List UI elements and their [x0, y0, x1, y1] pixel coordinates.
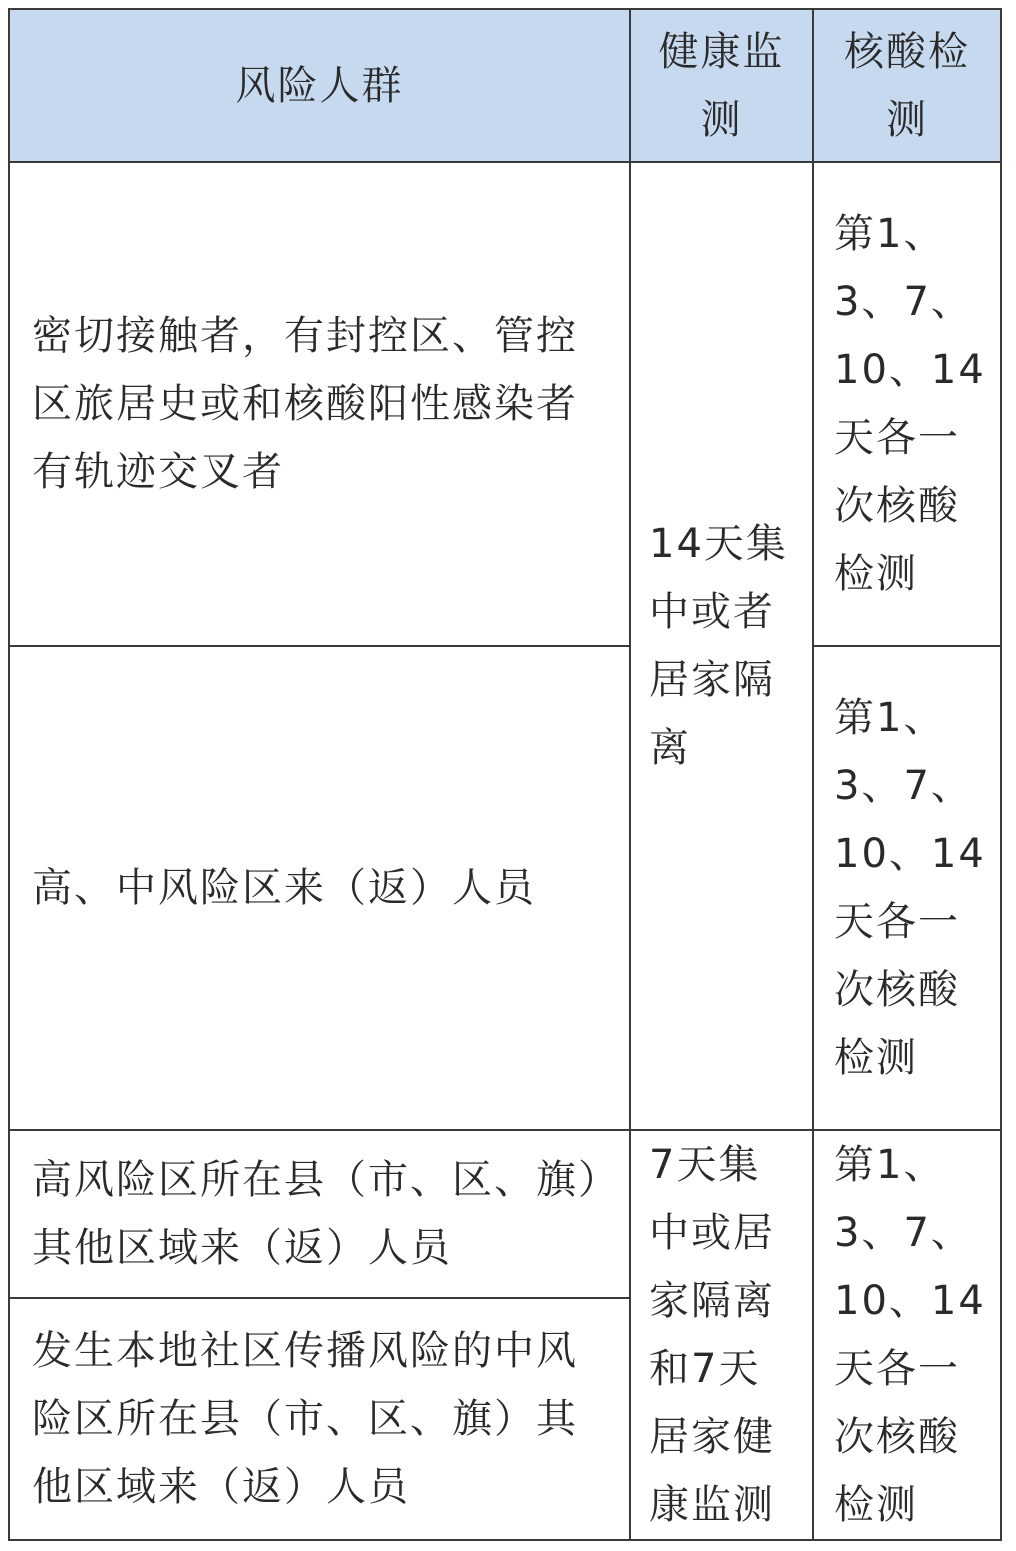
header-health-monitoring: 健康监测: [630, 9, 813, 162]
risk-group-cell: 高风险区所在县（市、区、旗）其他区域来（返）人员: [9, 1130, 630, 1298]
table-row: [9, 1130, 1001, 1298]
header-risk-group: 风险人群: [9, 9, 630, 162]
risk-group-cell: 高、中风险区来（返）人员: [9, 646, 630, 1130]
nucleic-acid-test-cell: 第1、3、7、10、14天各一次核酸检测: [813, 646, 1001, 1130]
nucleic-acid-test-cell: 第1、3、7、10、14天各一次核酸检测: [813, 1130, 1001, 1540]
nucleic-acid-test-cell: 第1、3、7、10、14天各一次核酸检测: [813, 162, 1001, 646]
health-monitoring-cell: 14天集中或者居家隔离: [630, 162, 813, 1130]
risk-group-cell: 发生本地社区传播风险的中风险区所在县（市、区、旗）其他区域来（返）人员: [9, 1298, 630, 1540]
health-monitoring-cell: 7天集中或居家隔离和7天居家健康监测: [630, 1130, 813, 1540]
table-row: [9, 162, 1001, 646]
header-nucleic-acid-test: 核酸检测: [813, 9, 1001, 162]
risk-group-table: [8, 8, 1002, 1541]
risk-group-cell: 密切接触者，有封控区、管控区旅居史或和核酸阳性感染者有轨迹交叉者: [9, 162, 630, 646]
table-row: [9, 646, 1001, 1130]
header-row: [9, 9, 1001, 162]
